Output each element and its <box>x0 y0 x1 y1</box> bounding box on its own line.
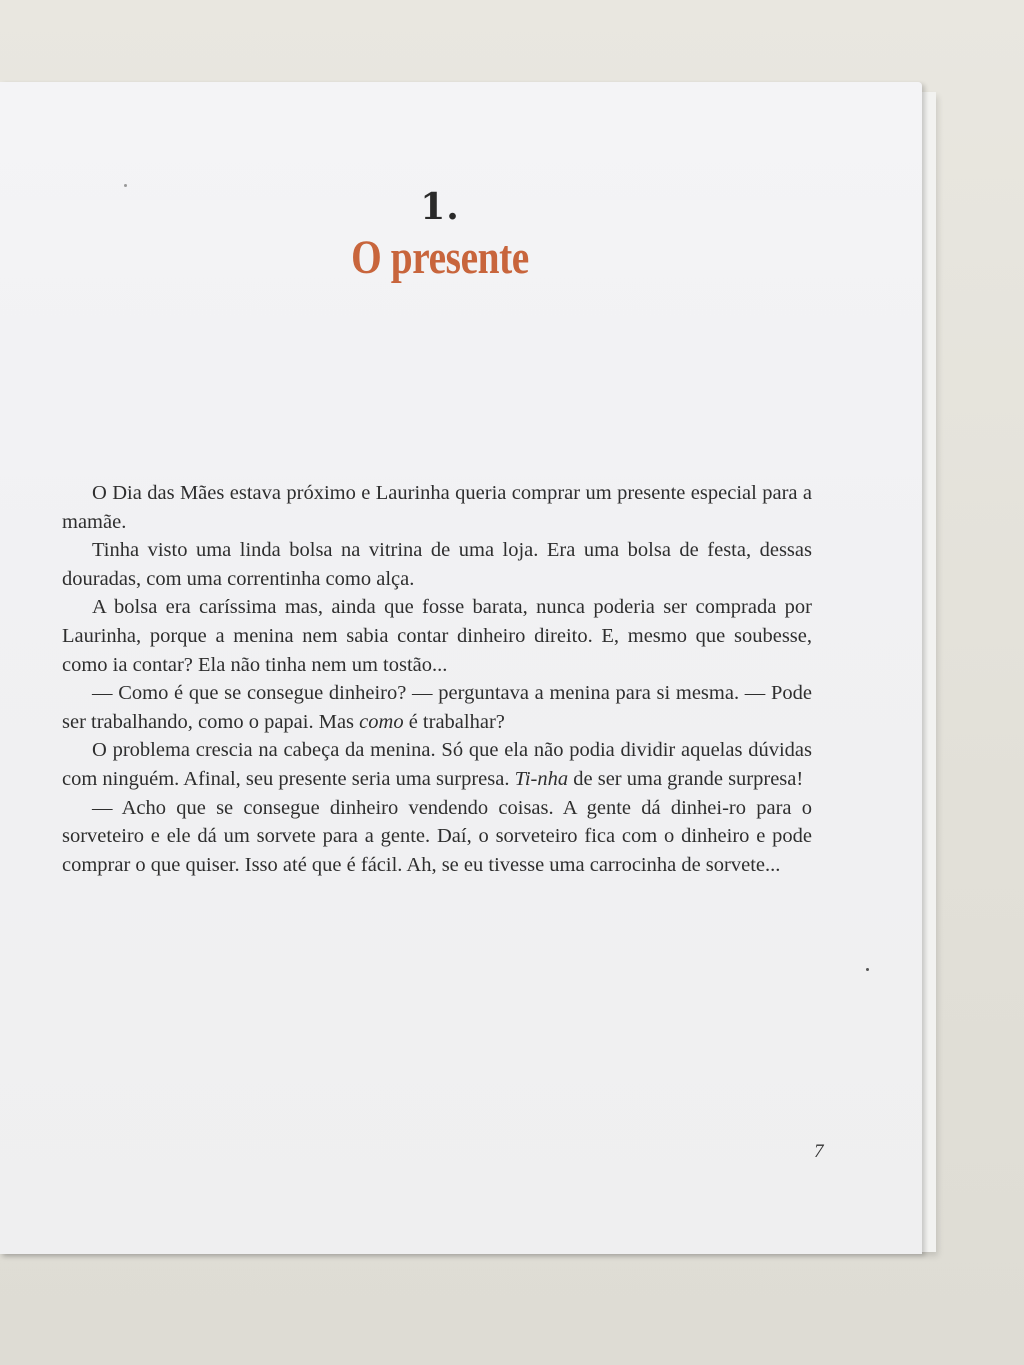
paragraph-2-text: Tinha visto uma linda bolsa na vitrina de uma loja. Era uma bolsa de festa, dessas douradas, com uma correntinha como alça. <box>62 539 812 590</box>
paragraph-5-text-a: O problema crescia na cabeça da menina. Só que ela não podia dividir aquelas dúvidas com ninguém. Afinal, seu presente seria uma surpresa. <box>62 739 812 790</box>
paper-speck <box>866 968 869 971</box>
paragraph-3-text: A bolsa era caríssima mas, ainda que fosse barata, nunca poderia ser comprada por Laurinha, porque a menina nem sabia contar dinheiro direito. E, mesmo que soubesse, como ia contar? Ela não tinha nem um tostão... <box>62 596 812 676</box>
paragraph-1-text: O Dia das Mães estava próximo e Laurinha queria comprar um presente especial para a mamãe. <box>62 482 812 533</box>
paragraph-5-emphasis: Ti-nha <box>514 767 569 790</box>
paragraph-6 <box>62 794 812 880</box>
paragraph-4-text-a: — Como é que se consegue dinheiro? — perguntava a menina para si mesma. — Pode ser trabalhando, como o papai. Mas <box>62 682 812 733</box>
page-number: 7 <box>814 1141 824 1162</box>
body-text <box>62 479 812 879</box>
paragraph-2 <box>62 536 812 593</box>
book-page <box>0 82 922 1254</box>
paragraph-4-emphasis: como <box>359 710 404 733</box>
paragraph-4-text-b: é trabalhar? <box>403 710 505 733</box>
paragraph-1 <box>62 479 812 536</box>
paper-speck <box>124 184 127 187</box>
paragraph-6-text: — Acho que se consegue dinheiro vendendo coisas. A gente dá dinhei-ro para o sorveteiro e ele dá um sorvete para a gente. Daí, o sorveteiro fica com o dinheiro e pode comprar o que quiser. Isso até que é fácil. Ah, se eu tivesse uma carrocinha de sorvete... <box>62 796 812 876</box>
paragraph-3 <box>62 593 812 679</box>
chapter-title: O presente <box>351 231 529 284</box>
paragraph-4 <box>62 679 812 736</box>
paragraph-5 <box>62 736 812 793</box>
chapter-number: 1. <box>420 186 460 228</box>
paragraph-5-text-b: de ser uma grande surpresa! <box>568 767 804 790</box>
